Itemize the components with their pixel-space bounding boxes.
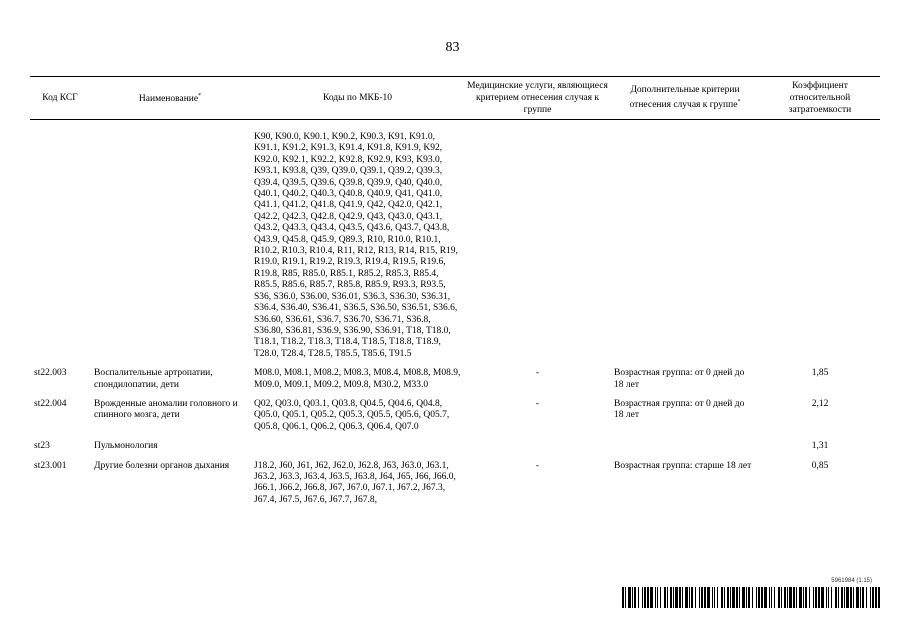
barcode-bar (862, 587, 864, 608)
barcode-bar (736, 587, 738, 608)
barcode-bar (664, 587, 666, 608)
footnote-mark: * (198, 93, 202, 100)
barcode-bar (831, 587, 832, 608)
cell-mkb: J18.2, J60, J61, J62, J62.0, J62.8, J63, J63.0, J63.1, J63.2, J63.3, J63.4, J63.5, J63.8, J64, J65, J66, J66.0, J66.1, J66.2, J66.8, J67, J67.0, J67.1, J67.2, J67.3, J67.4, J67.5, J67.6, J67.7, J67.8, (254, 460, 456, 505)
barcode-bar (717, 587, 718, 608)
barcode-bar (778, 587, 780, 608)
barcode-bar (875, 587, 877, 608)
cell-coef: 2,12 (811, 398, 829, 409)
barcode-bar (638, 587, 639, 608)
barcode-bar (872, 587, 874, 608)
barcode-bar (756, 587, 757, 608)
cell-services (465, 120, 610, 369)
barcode-bar (655, 587, 656, 608)
table-row (30, 120, 880, 369)
barcode-bar (844, 587, 845, 608)
cell-name: Врожденные аномалии головного и спинного мозга, дети (94, 398, 238, 421)
barcode-bar (752, 587, 753, 608)
barcode-bar (673, 587, 674, 608)
barcode-bar (774, 587, 775, 608)
barcode-bar (805, 587, 807, 608)
cell-services: - (535, 460, 540, 471)
barcode-bar (691, 587, 693, 608)
cell-code: st23 (34, 441, 50, 452)
cell-name: Воспалительные артропатии, спондилопатии, дети (94, 368, 213, 390)
barcode-bar (841, 587, 843, 608)
barcode-bar (813, 587, 814, 608)
barcode-bar (781, 587, 782, 608)
barcode-bar (650, 587, 653, 608)
barcode-bar (647, 587, 649, 608)
table-row (30, 461, 880, 515)
barcode-bar (748, 587, 750, 608)
col-header-extra: Дополнительные критерии отнесения случая к группе* (610, 77, 760, 120)
cell-code (30, 120, 90, 369)
barcode-bar (771, 587, 772, 608)
barcode-bar (761, 587, 763, 608)
page-number: 83 (445, 40, 460, 55)
cell-code: st23.001 (34, 460, 67, 471)
table-row (30, 441, 880, 460)
cell-extra (610, 120, 760, 369)
barcode-bar (853, 587, 854, 608)
barcode-bar (870, 587, 871, 608)
barcode-bar (667, 587, 668, 608)
barcode-bar (799, 587, 802, 608)
barcode-bar (809, 587, 810, 608)
barcode-bar (821, 587, 824, 608)
barcode-bar (846, 587, 849, 608)
col-header-coef: Коэффициент относительной затратоемкости (760, 77, 880, 120)
ksg-table (30, 76, 880, 514)
cell-mkb: K90, K90.0, K90.1, K90.2, K90.3, K91, K91.0, K91.1, K91.2, K91.3, K91.4, K91.8, K91.9, K92, K92.0, K92.1, K92.2, K92.8, K92.9, K93, K93.0, K93.1, K93.8, Q39, Q39.0, Q39.1, Q39.2, Q39.3, Q39.4, Q39.5, Q39.6, Q39.8, Q39.9, Q40, Q40.0, Q40.1, Q40.2, Q40.3, Q40.8, Q40.9, Q41, Q41.0, Q41.1, Q41.2, Q41.8, Q41.9, Q42, Q42.0, Q42.1, Q42.2, Q42.3, Q42.8, Q42.9, Q43, Q43.0, Q43.1, Q43.2, Q43.3, Q43.4, Q43.5, Q43.6, Q43.7, Q43.8, Q43.9, Q45.8, Q45.9, Q89.3, R10, R10.0, R10.1, R10.2, R10.3, R10.4, R11, R12, R13, R14, R15, R19, R19.0, R19.1, R19.2, R19.3, R19.4, R19.5, R19.6, R19.8, R85, R85.0, R85.1, R85.2, R85.3, R85.4, R85.5, R85.6, R85.7, R85.8, R85.9, R93.3, R93.5, S36, S36.0, S36.00, S36.01, S36.3, S36.30, S36.31, S36.4, S36.40, S36.41, S36.5, S36.50, S36.51, S36.6, S36.60, S36.61, S36.7, S36.70, S36.71, S36.8, S36.80, S36.81, S36.9, S36.90, S36.91, T18, T18.0, T18.1, T18.2, T18.3, T18.4, T18.5, T18.8, T18.9, T28.0, T28.4, T28.5, T85.5, T85.6, T91.5 (254, 132, 458, 359)
cell-services (465, 441, 610, 460)
cell-services: - (535, 398, 540, 409)
cell-mkb: Q02, Q03.0, Q03.1, Q03.8, Q04.5, Q04.6, Q04.8, Q05.0, Q05.1, Q05.2, Q05.3, Q05.5, Q05.6, Q05.7, Q05.8, Q06.1, Q06.2, Q06.3, Q06.4, Q07.0 (254, 398, 450, 432)
barcode-bar (679, 587, 681, 608)
cell-code: st22.004 (34, 398, 67, 409)
barcode-bar (739, 587, 740, 608)
barcode-bar (642, 587, 643, 608)
cell-coef: 0,85 (811, 460, 829, 471)
col-header-mkb: Коды по МКБ-10 (250, 77, 465, 120)
barcode-bar (764, 587, 767, 608)
barcode-bar (707, 587, 710, 608)
cell-name: Другие болезни органов дыхания (94, 460, 230, 471)
footnote-mark: * (737, 99, 741, 106)
cell-name: Пульмонология (94, 441, 158, 452)
barcode-bar (758, 587, 760, 608)
barcode-bar (803, 587, 804, 608)
col-header-services: Медицинские услуги, являющиеся критерием отнесения случая к группе (465, 77, 610, 120)
barcode-bar (835, 587, 837, 608)
table-row (30, 399, 880, 441)
barcode-bar (699, 587, 700, 608)
cell-mkb (250, 441, 465, 460)
cell-name (90, 120, 250, 369)
barcode-bar (787, 587, 788, 608)
barcode-bar (746, 587, 747, 608)
barcode-bar (789, 587, 792, 608)
barcode-bar (856, 587, 859, 608)
barcode-bar (818, 587, 820, 608)
col-header-name: Наименование* (90, 77, 250, 120)
barcode-bar (625, 587, 626, 608)
barcode-bar (866, 587, 867, 608)
barcode-bar (742, 587, 745, 608)
cell-extra (610, 441, 760, 460)
table-header (30, 77, 880, 120)
cell-coef: 1,31 (811, 441, 829, 452)
barcode-bar (796, 587, 797, 608)
barcode-bar (727, 587, 729, 608)
barcode-bar (793, 587, 795, 608)
barcode-bar (878, 587, 880, 608)
barcode-bar (660, 587, 661, 608)
barcode-bar (632, 587, 633, 608)
cell-mkb: M08.0, M08.1, M08.2, M08.3, M08.4, M08.8, M08.9, M09.0, M09.1, M09.2, M09.8, M30.2, M33.0 (254, 368, 461, 390)
col-header-code: Код КСГ (30, 77, 90, 120)
barcode-bar (714, 587, 715, 608)
barcode-bar (701, 587, 703, 608)
barcode-bar (682, 587, 683, 608)
barcode-bar (644, 587, 646, 608)
barcode-icon (622, 587, 880, 608)
cell-coef (760, 120, 880, 369)
barcode-bar (784, 587, 786, 608)
barcode-bar (628, 587, 631, 608)
cell-services: - (535, 368, 540, 379)
barcode-bar (838, 587, 839, 608)
barcode-bar (826, 587, 827, 608)
cell-extra: Возрастная группа: от 0 дней до 18 лет (614, 398, 745, 421)
cell-extra: Возрастная группа: от 0 дней до 18 лет (614, 368, 745, 390)
barcode-bar (712, 587, 713, 608)
barcode-bar (769, 587, 770, 608)
barcode-bar (622, 587, 624, 608)
barcode-bar (815, 587, 817, 608)
barcode-bar (730, 587, 731, 608)
barcode-bar (685, 587, 688, 608)
barcode-bar (670, 587, 672, 608)
barcode-bar (860, 587, 861, 608)
cell-coef: 1,85 (811, 368, 829, 379)
cell-extra: Возрастная группа: старше 18 лет (614, 460, 752, 471)
barcode-bar (732, 587, 735, 608)
barcode-bar (704, 587, 706, 608)
barcode-bar (689, 587, 690, 608)
barcode-bar (695, 587, 696, 608)
barcode-bar (724, 587, 725, 608)
barcode-bar (721, 587, 723, 608)
barcode-bar (675, 587, 678, 608)
table-row (30, 368, 880, 399)
barcode (622, 578, 880, 608)
barcode-bar (850, 587, 852, 608)
cell-code: st22.003 (34, 368, 67, 379)
barcode-bar (657, 587, 658, 608)
barcode-caption: 5961984 (1.15) (831, 578, 872, 584)
barcode-bar (634, 587, 636, 608)
barcode-bar (828, 587, 829, 608)
